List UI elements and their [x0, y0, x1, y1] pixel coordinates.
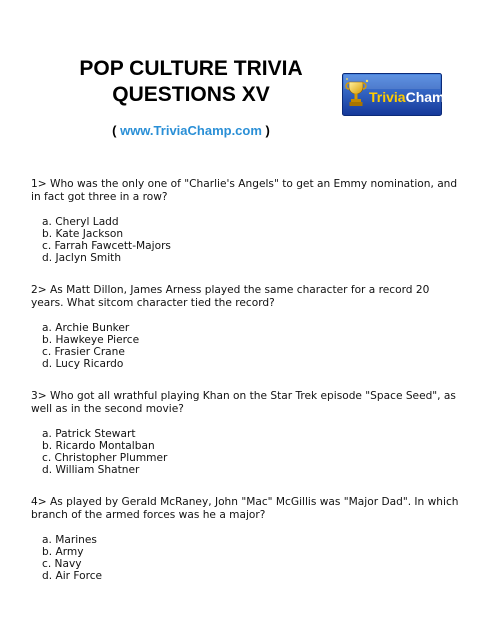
answer-option: a. Marines [42, 534, 97, 546]
answer-option: c. Christopher Plummer [42, 452, 168, 464]
page-title [62, 56, 320, 108]
website-open-paren: ( [112, 123, 121, 138]
answer-options [31, 534, 461, 582]
answer-option: b. Army [42, 546, 84, 558]
question-text: 2> As Matt Dillon, James Arness played the same character for a record 20 years. What sitcom character tied the record? [31, 284, 430, 309]
answer-option: b. Kate Jackson [42, 228, 124, 240]
answer-option: d. William Shatner [42, 464, 140, 476]
question-text: 4> As played by Gerald McRaney, John "Mac" McGillis was "Major Dad". In which branch of the armed forces was he a major? [31, 496, 459, 521]
answer-option: a. Patrick Stewart [42, 428, 136, 440]
answer-options [31, 428, 461, 476]
question-list [31, 178, 461, 602]
logo-text-trivia: Trivia [369, 89, 406, 105]
answer-option: c. Frasier Crane [42, 346, 125, 358]
website-link[interactable]: www.TriviaChamp.com [120, 123, 262, 138]
title-line-1: POP CULTURE TRIVIA [79, 57, 303, 80]
answer-option: a. Cheryl Ladd [42, 216, 119, 228]
question-4 [31, 496, 461, 582]
answer-options [31, 322, 461, 370]
answer-option: c. Farrah Fawcett-Majors [42, 240, 171, 252]
website-line [62, 123, 320, 138]
answer-option: b. Hawkeye Pierce [42, 334, 140, 346]
triviachamp-logo [342, 73, 454, 116]
answer-option: b. Ricardo Montalban [42, 440, 155, 452]
answer-option: d. Air Force [42, 570, 103, 582]
question-3 [31, 390, 461, 476]
answer-option: d. Jaclyn Smith [42, 252, 122, 264]
answer-option: c. Navy [42, 558, 82, 570]
answer-options [31, 216, 461, 264]
question-2 [31, 284, 461, 370]
svg-text:TriviaChamp [369, 89, 453, 105]
website-close-paren: ) [261, 123, 270, 138]
answer-option: d. Lucy Ricardo [42, 358, 124, 370]
answer-option: a. Archie Bunker [42, 322, 130, 334]
question-text: 3> Who got all wrathful playing Khan on the Star Trek episode "Space Seed", as well as in the second movie? [31, 390, 456, 415]
title-line-2: QUESTIONS XV [112, 83, 270, 106]
question-text: 1> Who was the only one of "Charlie's Angels" to get an Emmy nomination, and in fact got three in a row? [31, 178, 458, 203]
question-1 [31, 178, 461, 264]
logo-text-champ: Champ [405, 89, 454, 105]
